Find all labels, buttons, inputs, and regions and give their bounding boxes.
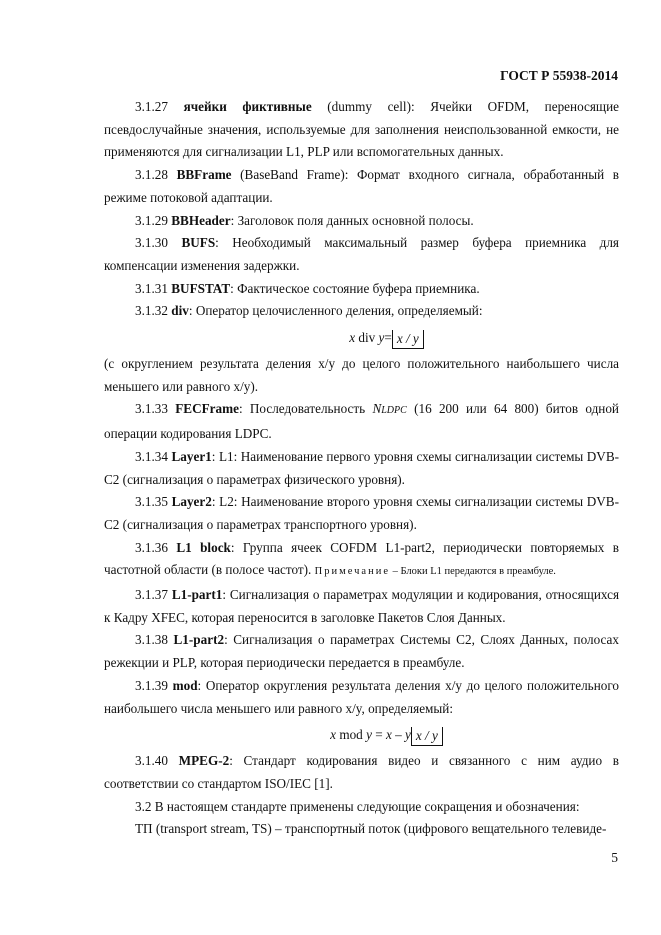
definition-3-1-33: 3.1.33 FECFrame: Последовательность NLDPC (16 200 или 64 800) битов одной операции кодирования LDPC. — [104, 401, 619, 442]
definition-3-1-37: 3.1.37 L1-part1: Сигнализация о параметрах модуляции и кодирования, относящихся к Кадру XFEC, которая переносится в заголовке Пакетов Слоя Данных. — [104, 587, 620, 625]
term: L1 block — [176, 539, 231, 555]
abbreviation-tp: ТП (transport stream, TS) – транспортный поток (цифрового вещательного телевиде- — [135, 821, 607, 837]
term: MPEG-2 — [178, 753, 230, 769]
term: mod — [172, 677, 198, 693]
term: L1-part2 — [173, 632, 225, 648]
term: div — [171, 303, 189, 319]
page-number: 5 — [611, 850, 618, 865]
term: FECFrame — [175, 401, 239, 417]
floor-bracket: x / y — [411, 727, 443, 746]
definition-3-1-32: 3.1.32 div: Оператор целочисленного деления, определяемый: — [135, 303, 483, 319]
term: BUFS — [181, 235, 216, 251]
definition-3-1-36: 3.1.36 L1 block: Группа ячеек COFDM L1-part2, периодически повторяемых в частотной области (в полосе частот). Примечание – Блоки L1 передаются в преамбуле. — [104, 539, 619, 578]
term: L1-part1 — [171, 587, 223, 603]
note-text: – Блоки L1 передаются в преамбуле. — [390, 566, 556, 578]
document-body — [104, 96, 619, 841]
definition-3-1-35: 3.1.35 Layer2: L2: Наименование второго уровня схемы сигнализации системы DVB-C2 (сигнализация о параметрах транспортного уровня). — [104, 494, 619, 532]
term: Layer1 — [171, 448, 212, 464]
formula-mod: x mod y = x – y x / y — [104, 720, 619, 750]
floor-bracket: x / y — [392, 330, 424, 349]
term: ячейки фиктивные — [183, 99, 312, 114]
formula-div: x div y= x / y — [104, 323, 619, 353]
definition-3-1-34: 3.1.34 Layer1: L1: Наименование первого уровня схемы сигнализации системы DVB-C2 (сигнализация о параметрах физического уровня). — [104, 448, 620, 487]
term: BUFSTAT — [171, 280, 231, 296]
definition-3-1-27: 3.1.27 ячейки фиктивные (dummy cell): Ячейки OFDM, переносящие псевдослучайные значения, используемые для заполнения неиспользованной емкости, не применяются для сигнализации L1, PLP или вспомогательных данных. — [104, 99, 619, 160]
term: Layer2 — [171, 494, 212, 510]
definition-3-1-30: 3.1.30 BUFS: Необходимый максимальный размер буфера приемника для компенсации изменения задержки. — [104, 235, 619, 273]
document-header: ГОСТ Р 55938-2014 — [500, 68, 618, 83]
definition-3-1-29: 3.1.29 BBHeader: Заголовок поля данных основной полосы. — [135, 212, 474, 228]
term: BBHeader — [171, 212, 231, 228]
term: BBFrame — [176, 167, 232, 183]
definition-3-1-39: 3.1.39 mod: Оператор округления результата деления x/y до целого положительного наибольшего числа меньшего или равного x/y, определяемый: — [104, 677, 620, 716]
note-label: Примечание — [314, 566, 390, 578]
definition-3-1-31: 3.1.31 BUFSTAT: Фактическое состояние буфера приемника. — [135, 280, 480, 296]
div-note: (с округлением результата деления x/y до целого положительного наибольшего числа меньшего или равного x/y). — [104, 356, 619, 394]
definition-3-1-38: 3.1.38 L1-part2: Сигнализация о параметрах Системы С2, Слоях Данных, полосах режекции и PLP, которая периодически передается в преамбуле. — [104, 632, 619, 671]
definition-3-1-40: 3.1.40 MPEG-2: Стандарт кодирования видео и связанного с ним аудио в соответствии со стандартом ISO/IEC [1]. — [104, 753, 619, 791]
section-3-2: 3.2 В настоящем стандарте применены следующие сокращения и обозначения: — [135, 798, 580, 814]
definition-3-1-28: 3.1.28 BBFrame (BaseBand Frame): Формат входного сигнала, обработанный в режиме потоковой адаптации. — [104, 167, 619, 205]
